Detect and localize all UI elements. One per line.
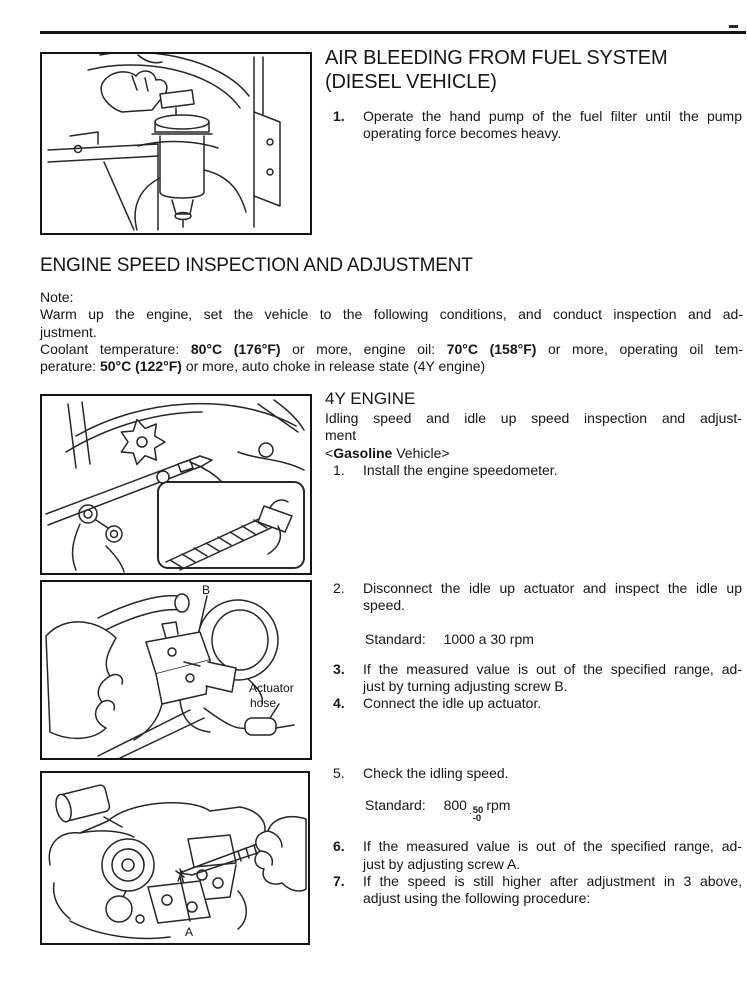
step-number: 7.: [333, 872, 345, 889]
step-text: Connect the idle up actuator.: [363, 695, 542, 712]
note-block: [40, 289, 743, 375]
note-line-2: justment.: [40, 323, 97, 340]
standard-value: 1000 a 30 rpm: [443, 630, 534, 647]
step-4: [325, 695, 742, 712]
engine-bay-illustration: [42, 396, 310, 573]
conditions-line-1: Coolant temperature: 80°C (176°F) or more, engine oil: 70°C (158°F) or more, operating oil tem-: [40, 340, 744, 357]
step-text: If the speed is still higher after adjustment in 3 above, adjust using the following procedure:: [363, 872, 742, 907]
tolerance-stack: 50 -0: [472, 805, 484, 825]
step-text: If the measured value is out of the specified range, ad- just by adjusting screw A.: [363, 838, 742, 872]
scan-artifact-dash: [729, 25, 738, 28]
figure-carburetor-screw-b: [40, 580, 312, 760]
four-y-subtitle-2: ment: [325, 427, 357, 444]
standard-idling-speed: [365, 797, 742, 823]
step-number: 6.: [333, 838, 345, 855]
step-text: Check the idling speed.: [363, 765, 509, 781]
figure-idle-screw-a: [40, 771, 310, 945]
fuel-filter-illustration: [42, 54, 310, 233]
four-y-heading: 4Y ENGINE: [325, 389, 416, 408]
air-bleed-step-1: [325, 108, 742, 143]
step-number: 1.: [333, 108, 345, 124]
step-3: [325, 661, 742, 696]
step-number: 2.: [333, 580, 345, 596]
tolerance-mark: .: [468, 806, 472, 818]
engine-speed-heading: ENGINE SPEED INSPECTION AND ADJUSTMENT: [40, 255, 473, 276]
steps-2-4-block: [325, 580, 742, 713]
step-text: Install the engine speedometer.: [363, 461, 558, 478]
steps-5-7-block: [325, 765, 742, 907]
step-text: Operate the hand pump of the fuel filter until the pump operating force becomes heavy.: [363, 108, 742, 142]
step-6: [325, 838, 742, 873]
air-bleed-section: [325, 46, 742, 143]
title-line-1: AIR BLEEDING FROM FUEL SYSTEM: [325, 47, 668, 69]
standard-label: Standard:: [365, 630, 426, 647]
note-line-1: Warm up the engine, set the vehicle to the following conditions, and conduct inspection and ad-: [40, 306, 743, 323]
four-y-subtitle-1: Idling speed and idle up speed inspection and adjust-: [325, 410, 742, 426]
step-2: [325, 580, 742, 615]
standard-idle-up-speed: [365, 631, 742, 648]
label-actuator-hose-2: hose: [250, 696, 277, 710]
standard-label: Standard:: [365, 797, 426, 814]
standard-value: 800 . 50 -0 rpm: [443, 797, 511, 825]
vehicle-type-line: <Gasoline Vehicle>: [325, 444, 450, 461]
top-divider-rule: [40, 31, 746, 34]
note-label: Note:: [40, 289, 74, 305]
figure-fuel-filter-hand-pump: [40, 52, 312, 235]
carburetor-illustration: [42, 582, 310, 758]
step-number: 3.: [333, 660, 345, 677]
conditions-line-2: perature: 50°C (122°F) or more, auto choke in release state (4Y engine): [40, 358, 486, 375]
idle-screw-illustration: [42, 773, 308, 943]
step-text: Disconnect the idle up actuator and inspect the idle up speed.: [363, 580, 742, 614]
step-number: 1.: [333, 461, 345, 478]
label-actuator-hose-1: Actuator: [249, 681, 294, 695]
step-text: If the measured value is out of the specified range, ad- just by turning adjusting screw B.: [363, 660, 742, 695]
step-number: 5.: [333, 765, 345, 781]
section-title: [325, 46, 742, 94]
four-y-section: [325, 389, 742, 479]
step-number: 4.: [333, 695, 345, 712]
label-screw-a: A: [185, 925, 194, 939]
figure-4y-engine-bay: [40, 394, 312, 575]
step-5: [325, 765, 742, 782]
label-screw-b: B: [202, 583, 211, 597]
title-line-2: (DIESEL VEHICLE): [325, 71, 497, 93]
step-1: [325, 462, 742, 479]
step-7: [325, 873, 742, 908]
